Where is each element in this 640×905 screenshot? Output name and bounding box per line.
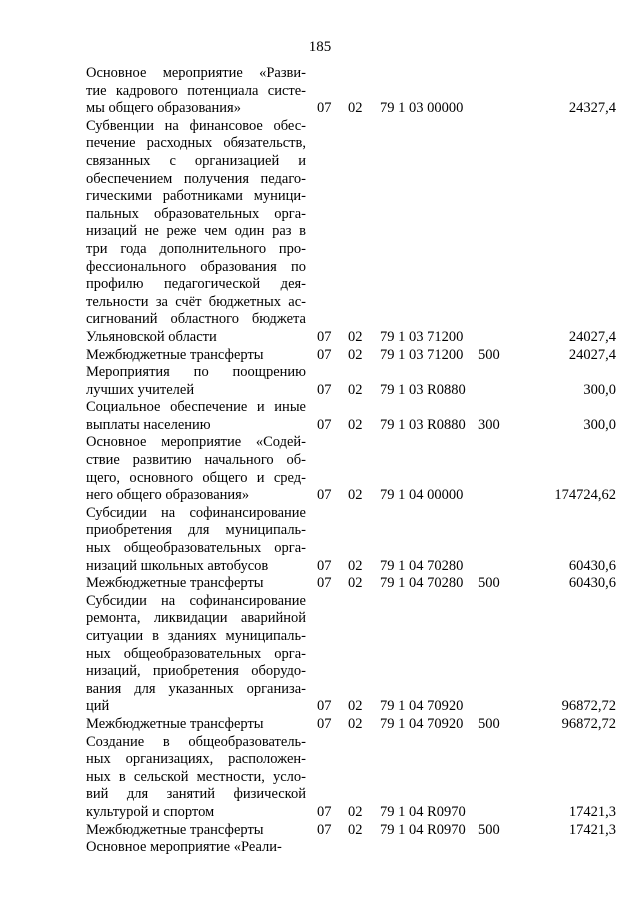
target-article-code: 79 1 04 00000 [380, 487, 464, 504]
row-codes [86, 347, 616, 365]
description-line: Межбюджетные трансферты [86, 821, 264, 838]
description-line: Ульяновской области [86, 328, 217, 345]
description-line: ствие развитию начального об- [86, 452, 306, 469]
description-line: ных общеобразовательных орга- [86, 540, 306, 557]
section-code: 07 [317, 575, 332, 592]
subsection-code: 02 [348, 803, 363, 820]
row-description [86, 118, 306, 347]
expense-type-code: 500 [478, 715, 500, 732]
table-row [86, 364, 616, 399]
target-article-code: 79 1 04 70920 [380, 698, 464, 715]
amount: 24327,4 [568, 100, 616, 117]
description-line: тие кадрового потенциала систе- [86, 82, 306, 99]
description-line: выплаты населению [86, 416, 211, 433]
row-codes [86, 716, 616, 734]
row-codes [86, 839, 616, 857]
subsection-code: 02 [348, 698, 363, 715]
description-line: низаций, приобретения оборудо- [86, 663, 306, 680]
subsection-code: 02 [348, 381, 363, 398]
row-codes [86, 558, 616, 576]
description-line: Субсидии на софинансирование [86, 592, 306, 609]
description-line: профилю педагогической дея- [86, 276, 306, 293]
page-number: 185 [308, 39, 332, 55]
amount: 24027,4 [568, 328, 616, 345]
description-line: Создание в общеобразователь- [86, 733, 306, 750]
expense-type-code: 500 [478, 346, 500, 363]
description-line: ных общеобразовательных орга- [86, 645, 306, 662]
table-row [86, 118, 616, 347]
subsection-code: 02 [348, 821, 363, 838]
amount: 300,0 [583, 416, 616, 433]
description-line: Основное мероприятие «Разви- [86, 65, 306, 81]
target-article-code: 79 1 04 R0970 [380, 803, 466, 820]
table-row [86, 734, 616, 822]
amount: 300,0 [583, 381, 616, 398]
amount: 17421,3 [568, 803, 616, 820]
description-line: Субвенции на финансовое обес- [86, 117, 306, 134]
description-line: мы общего образования» [86, 100, 241, 117]
subsection-code: 02 [348, 715, 363, 732]
description-line: ных в сельской местности, усло- [86, 768, 306, 785]
description-line: него общего образования» [86, 487, 250, 504]
description-line: гическими работниками муници- [86, 188, 306, 205]
expense-type-code: 500 [478, 821, 500, 838]
row-codes [86, 382, 616, 400]
description-line: приобретения для муниципаль- [86, 522, 306, 539]
amount: 60430,6 [568, 575, 616, 592]
section-code: 07 [317, 715, 332, 732]
subsection-code: 02 [348, 575, 363, 592]
description-line: культурой и спортом [86, 803, 215, 820]
table-row [86, 65, 616, 118]
description-line: печение расходных обязательств, [86, 135, 306, 152]
table-row [86, 434, 616, 504]
description-line: связанных с организацией и [86, 152, 306, 169]
description-line: сигнований областного бюджета [86, 311, 306, 328]
description-line: лучших учителей [86, 381, 195, 398]
table-row [86, 822, 616, 840]
row-codes [86, 329, 616, 347]
table-row [86, 593, 616, 716]
table-row [86, 347, 616, 365]
subsection-code: 02 [348, 100, 363, 117]
description-line: три года дополнительного про- [86, 240, 306, 257]
section-code: 07 [317, 487, 332, 504]
section-code: 07 [317, 698, 332, 715]
target-article-code: 79 1 03 00000 [380, 100, 464, 117]
table-row [86, 505, 616, 575]
target-article-code: 79 1 04 70280 [380, 575, 464, 592]
description-line: тельности за счёт бюджетных ас- [86, 293, 306, 310]
target-article-code: 79 1 03 R0880 [380, 381, 466, 398]
target-article-code: 79 1 03 71200 [380, 346, 464, 363]
table-row [86, 399, 616, 434]
section-code: 07 [317, 100, 332, 117]
amount: 60430,6 [568, 557, 616, 574]
row-codes [86, 487, 616, 505]
row-codes [86, 575, 616, 593]
section-code: 07 [317, 381, 332, 398]
target-article-code: 79 1 04 70920 [380, 715, 464, 732]
subsection-code: 02 [348, 416, 363, 433]
amount: 17421,3 [568, 821, 616, 838]
description-line: Мероприятия по поощрению [86, 364, 306, 381]
description-line: вания для указанных организа- [86, 680, 306, 697]
row-codes [86, 804, 616, 822]
target-article-code: 79 1 03 R0880 [380, 416, 466, 433]
description-line: ситуации в зданиях муниципаль- [86, 628, 306, 644]
expense-type-code: 300 [478, 416, 500, 433]
description-line: вий для занятий физической [86, 786, 306, 803]
row-codes [86, 822, 616, 840]
description-line: пальных образовательных орга- [86, 205, 306, 222]
description-line: фессионального образования по [86, 258, 306, 275]
description-line: обеспечением получения педаго- [86, 170, 306, 187]
description-line: Основное мероприятие «Содей- [86, 434, 306, 451]
subsection-code: 02 [348, 328, 363, 345]
target-article-code: 79 1 03 71200 [380, 328, 464, 345]
subsection-code: 02 [348, 346, 363, 363]
section-code: 07 [317, 416, 332, 433]
section-code: 07 [317, 821, 332, 838]
table-row [86, 839, 616, 857]
description-line: ций [86, 698, 110, 715]
description-line: низаций не реже чем один раз в [86, 223, 306, 240]
expense-type-code: 500 [478, 575, 500, 592]
description-line: Социальное обеспечение и иные [86, 399, 306, 416]
subsection-code: 02 [348, 557, 363, 574]
section-code: 07 [317, 346, 332, 363]
amount: 96872,72 [561, 715, 616, 732]
description-line: щего, основного общего и сред- [86, 469, 306, 486]
amount: 96872,72 [561, 698, 616, 715]
description-line: Межбюджетные трансферты [86, 346, 264, 363]
amount: 24027,4 [568, 346, 616, 363]
subsection-code: 02 [348, 487, 363, 504]
section-code: 07 [317, 328, 332, 345]
description-line: Основное мероприятие «Реали- [86, 839, 282, 856]
description-line: ремонта, ликвидации аварийной [86, 610, 306, 627]
row-codes [86, 100, 616, 118]
description-line: Субсидии на софинансирование [86, 504, 306, 521]
budget-table [86, 65, 616, 857]
section-code: 07 [317, 803, 332, 820]
row-codes [86, 698, 616, 716]
description-line: ных организациях, расположен- [86, 751, 306, 768]
table-row [86, 716, 616, 734]
section-code: 07 [317, 557, 332, 574]
row-codes [86, 417, 616, 435]
amount: 174724,62 [554, 487, 616, 504]
description-line: низаций школьных автобусов [86, 557, 269, 574]
description-line: Межбюджетные трансферты [86, 715, 264, 732]
target-article-code: 79 1 04 70280 [380, 557, 464, 574]
target-article-code: 79 1 04 R0970 [380, 821, 466, 838]
description-line: Межбюджетные трансферты [86, 575, 264, 592]
table-row [86, 575, 616, 593]
